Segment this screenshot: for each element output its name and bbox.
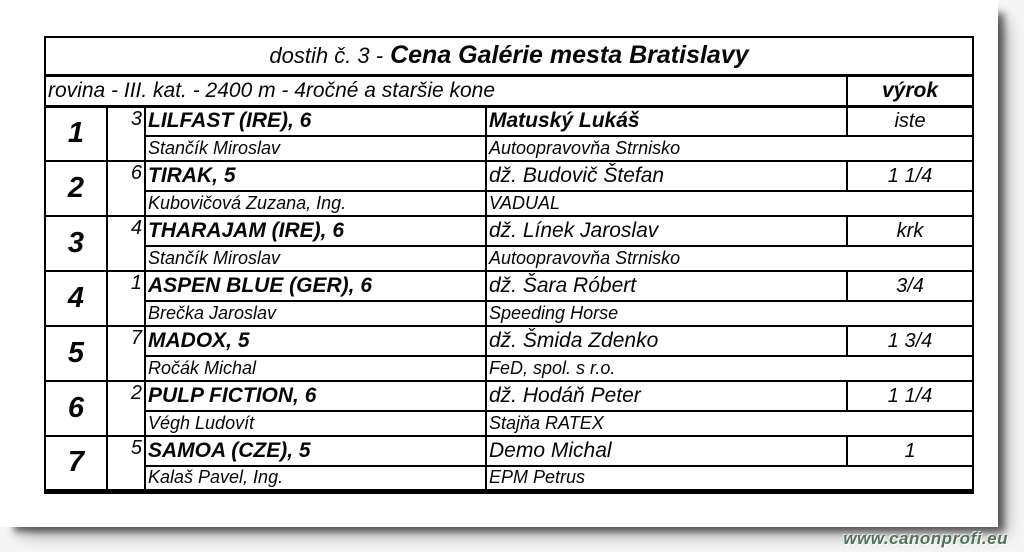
race-title: Cena Galérie mesta Bratislavy: [390, 41, 749, 70]
horse-name: MADOX, 5: [145, 326, 486, 356]
race-number-label: dostih č. 3 -: [269, 43, 384, 69]
start-number: 2: [107, 381, 145, 436]
verdict-value: 1 3/4: [847, 326, 973, 356]
start-number: 1: [107, 271, 145, 326]
horse-name: PULP FICTION, 6: [145, 381, 486, 411]
owner-name: Speeding Horse: [486, 301, 973, 326]
verdict-value: 1 1/4: [847, 381, 973, 411]
table-row-sub: [45, 466, 973, 491]
table-row: [45, 381, 973, 411]
conditions-row: [45, 75, 973, 106]
horse-name: TIRAK, 5: [145, 161, 486, 191]
rider-name: dž. Šmida Zdenko: [486, 326, 847, 356]
rider-name: Matuský Lukáš: [486, 106, 847, 136]
finish-position: 2: [45, 161, 107, 216]
table-row: [45, 436, 973, 466]
start-number: 6: [107, 161, 145, 216]
horse-name: ASPEN BLUE (GER), 6: [145, 271, 486, 301]
horse-name: SAMOA (CZE), 5: [145, 436, 486, 466]
rider-name: dž. Línek Jaroslav: [486, 216, 847, 246]
horse-name: THARAJAM (IRE), 6: [145, 216, 486, 246]
rider-name: dž. Hodáň Peter: [486, 381, 847, 411]
table-row-sub: [45, 191, 973, 216]
finish-position: 6: [45, 381, 107, 436]
owner-name: Autoopravovňa Strnisko: [486, 136, 973, 161]
table-row: [45, 106, 973, 136]
rider-name: Demo Michal: [486, 436, 847, 466]
start-number: 3: [107, 106, 145, 161]
start-number: 5: [107, 436, 145, 491]
finish-position: 7: [45, 436, 107, 491]
table-row: [45, 271, 973, 301]
watermark-url: www.canonprofi.eu: [843, 529, 1008, 548]
verdict-value: iste: [847, 106, 973, 136]
table-row-sub: [45, 301, 973, 326]
horse-name: LILFAST (IRE), 6: [145, 106, 486, 136]
race-results-table: [44, 36, 974, 494]
owner-name: VADUAL: [486, 191, 973, 216]
race-title-cell: [45, 37, 973, 75]
start-number: 7: [107, 326, 145, 381]
owner-name: Stajňa RATEX: [486, 411, 973, 436]
verdict-value: 1: [847, 436, 973, 466]
table-row-sub: [45, 136, 973, 161]
table-row-sub: [45, 411, 973, 436]
finish-position: 4: [45, 271, 107, 326]
trainer-name: Ročák Michal: [145, 356, 486, 381]
owner-name: FeD, spol. s r.o.: [486, 356, 973, 381]
finish-position: 1: [45, 106, 107, 161]
trainer-name: Kubovičová Zuzana, Ing.: [145, 191, 486, 216]
rider-name: dž. Šara Róbert: [486, 271, 847, 301]
trainer-name: Kalaš Pavel, Ing.: [145, 466, 486, 491]
table-row-sub: [45, 246, 973, 271]
trainer-name: Végh Ludovít: [145, 411, 486, 436]
rider-name: dž. Budovič Štefan: [486, 161, 847, 191]
trainer-name: Stančík Miroslav: [145, 136, 486, 161]
start-number: 4: [107, 216, 145, 271]
verdict-value: 1 1/4: [847, 161, 973, 191]
title-row: [45, 37, 973, 75]
verdict-value: krk: [847, 216, 973, 246]
finish-position: 3: [45, 216, 107, 271]
table-row: [45, 326, 973, 356]
table-row: [45, 216, 973, 246]
table-row-sub: [45, 356, 973, 381]
owner-name: EPM Petrus: [486, 466, 973, 491]
trainer-name: Stančík Miroslav: [145, 246, 486, 271]
verdict-value: 3/4: [847, 271, 973, 301]
owner-name: Autoopravovňa Strnisko: [486, 246, 973, 271]
verdict-column-header: výrok: [847, 75, 973, 106]
finish-position: 5: [45, 326, 107, 381]
table-row: [45, 161, 973, 191]
trainer-name: Brečka Jaroslav: [145, 301, 486, 326]
race-conditions: rovina - III. kat. - 2400 m - 4ročné a staršie kone: [45, 75, 847, 106]
